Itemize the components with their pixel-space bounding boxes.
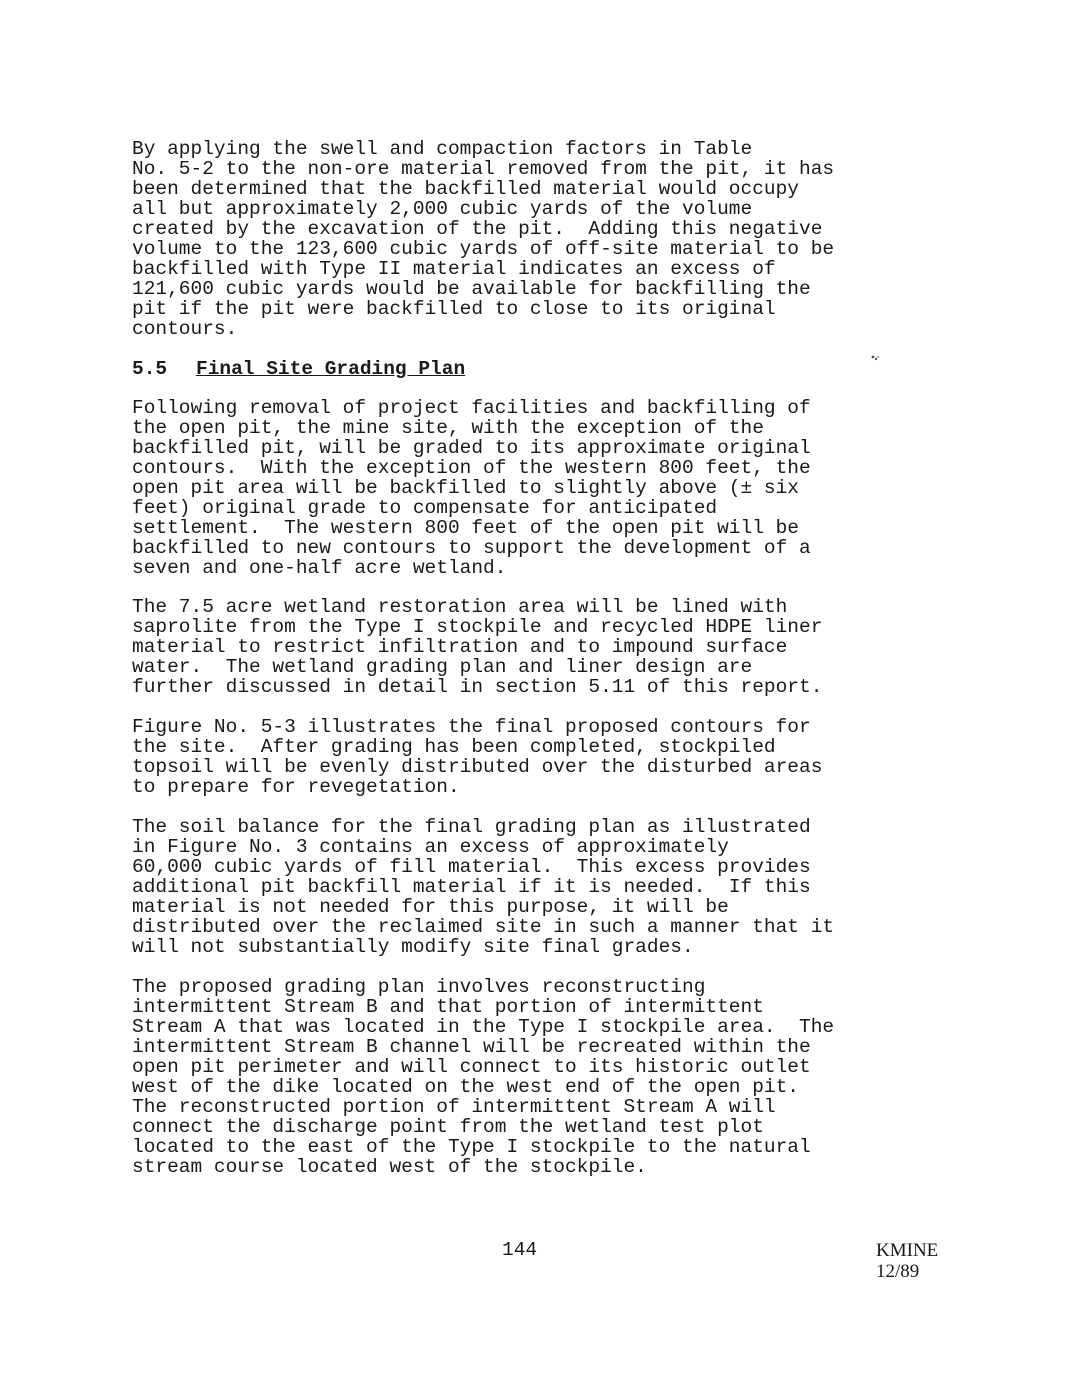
text-line: The proposed grading plan involves reconstructing xyxy=(132,976,706,998)
text-line: seven and one-half acre wetland. xyxy=(132,557,507,579)
document-code-line: KMINE xyxy=(876,1240,939,1261)
text-line: Figure No. 5-3 illustrates the final proposed contours for xyxy=(132,716,811,738)
text-line: further discussed in detail in section 5.11 of this report. xyxy=(132,676,823,698)
text-line: saprolite from the Type I stockpile and recycled HDPE liner xyxy=(132,616,823,638)
text-line: No. 5-2 to the non-ore material removed from the pit, it has xyxy=(132,158,835,180)
text-line: 121,600 cubic yards would be available for backfilling the xyxy=(132,278,811,300)
text-line: the site. After grading has been completed, stockpiled xyxy=(132,736,776,758)
section-title: Final Site Grading Plan xyxy=(196,358,466,380)
text-line: connect the discharge point from the wetland test plot xyxy=(132,1116,764,1138)
text-line: the open pit, the mine site, with the exception of the xyxy=(132,417,764,439)
text-line: pit if the pit were backfilled to close to its original xyxy=(132,298,776,320)
text-line: Following removal of project facilities and backfilling of xyxy=(132,397,811,419)
page-number: 144 xyxy=(502,1239,538,1261)
text-line: west of the dike located on the west end of the open pit. xyxy=(132,1076,800,1098)
paragraph-wetland-restoration xyxy=(132,597,912,697)
text-line: open pit area will be backfilled to slightly above (± six xyxy=(132,477,800,499)
text-line: distributed over the reclaimed site in such a manner that it xyxy=(132,916,835,938)
text-line: intermittent Stream B and that portion of intermittent xyxy=(132,996,764,1018)
text-line: backfilled with Type II material indicates an excess of xyxy=(132,258,776,280)
paragraph-soil-balance xyxy=(132,817,912,957)
text-line: Stream A that was located in the Type I stockpile area. The xyxy=(132,1016,835,1038)
text-line: open pit perimeter and will connect to its historic outlet xyxy=(132,1056,811,1078)
section-heading xyxy=(132,358,465,380)
paragraph-backfill-volume xyxy=(132,139,912,339)
text-line: located to the east of the Type I stockpile to the natural xyxy=(132,1136,811,1158)
section-number: 5.5 xyxy=(132,358,168,380)
text-line: 60,000 cubic yards of fill material. This excess provides xyxy=(132,856,811,878)
paragraph-stream-reconstruction xyxy=(132,977,912,1177)
paragraph-final-contours xyxy=(132,717,912,797)
text-line: settlement. The western 800 feet of the open pit will be xyxy=(132,517,800,539)
text-line: contours. With the exception of the western 800 feet, the xyxy=(132,457,811,479)
scan-speck xyxy=(870,354,880,362)
text-line: The reconstructed portion of intermittent Stream A will xyxy=(132,1096,776,1118)
paragraph-site-grading xyxy=(132,398,912,578)
text-line: created by the excavation of the pit. Adding this negative xyxy=(132,218,823,240)
text-line: material to restrict infiltration and to impound surface xyxy=(132,636,788,658)
document-code xyxy=(876,1240,938,1282)
text-line: backfilled pit, will be graded to its approximate original xyxy=(132,437,811,459)
text-line: intermittent Stream B channel will be recreated within the xyxy=(132,1036,811,1058)
text-line: By applying the swell and compaction factors in Table xyxy=(132,138,753,160)
text-line: The 7.5 acre wetland restoration area will be lined with xyxy=(132,596,788,618)
text-line: backfilled to new contours to support the development of a xyxy=(132,537,811,559)
text-line: topsoil will be evenly distributed over the disturbed areas xyxy=(132,756,823,778)
text-line: The soil balance for the final grading plan as illustrated xyxy=(132,816,811,838)
text-line: contours. xyxy=(132,318,238,340)
text-line: in Figure No. 3 contains an excess of approximately xyxy=(132,836,729,858)
text-line: volume to the 123,600 cubic yards of off-site material to be xyxy=(132,238,835,260)
document-date-line: 12/89 xyxy=(876,1261,920,1282)
text-line: feet) original grade to compensate for anticipated xyxy=(132,497,718,519)
text-line: all but approximately 2,000 cubic yards of the volume xyxy=(132,198,753,220)
text-line: additional pit backfill material if it is needed. If this xyxy=(132,876,811,898)
text-line: stream course located west of the stockpile. xyxy=(132,1156,647,1178)
text-line: been determined that the backfilled material would occupy xyxy=(132,178,800,200)
text-line: to prepare for revegetation. xyxy=(132,776,460,798)
text-line: material is not needed for this purpose, it will be xyxy=(132,896,729,918)
text-line: water. The wetland grading plan and liner design are xyxy=(132,656,753,678)
text-line: will not substantially modify site final grades. xyxy=(132,936,694,958)
